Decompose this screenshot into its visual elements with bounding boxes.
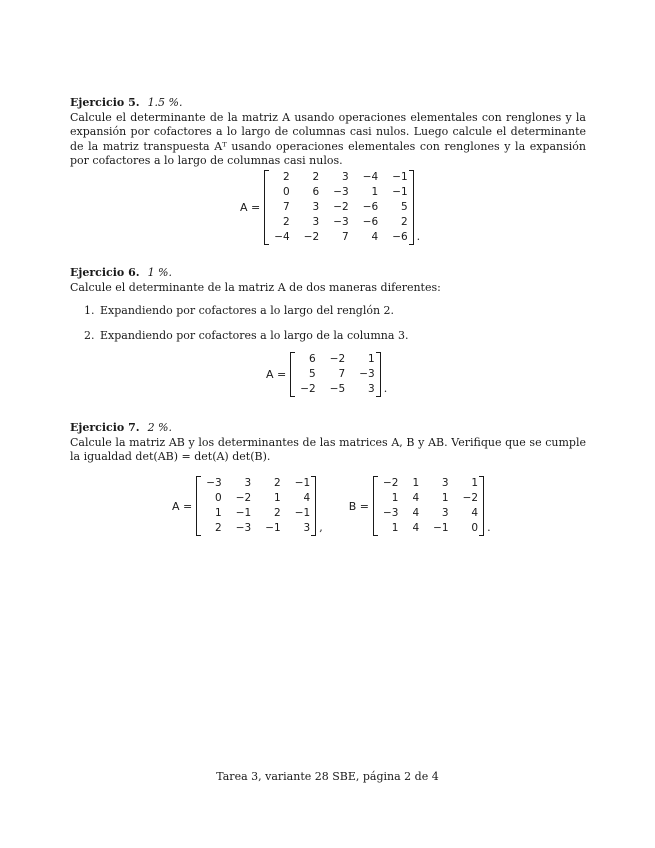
- matrix-cell: 2: [283, 216, 290, 228]
- exercise-5-title: Ejercicio 5.: [70, 96, 140, 109]
- matrix-row: [202, 476, 310, 491]
- matrix-cell: −1: [433, 522, 449, 534]
- exercise-7-weight: 2 %.: [147, 421, 173, 434]
- matrix-cell: 2: [274, 477, 281, 489]
- matrix-cell: 1: [371, 186, 379, 198]
- matrix-cell: 2: [312, 171, 320, 183]
- matrix-cell: −3: [333, 186, 349, 198]
- matrix-row: [296, 367, 374, 382]
- matrix-cell: −2: [333, 201, 349, 213]
- equation-period: .: [383, 382, 388, 395]
- matrix-cell: −3: [333, 216, 349, 228]
- matrix-cell: 0: [215, 492, 222, 504]
- matrix-cell: −3: [235, 522, 252, 534]
- matrix-cell: 3: [368, 383, 375, 395]
- matrix-row: [270, 185, 407, 200]
- page-footer: Tarea 3, variante 28 SBE, página 2 de 4: [216, 770, 439, 783]
- page-content: [70, 96, 586, 464]
- matrix-table: [296, 352, 374, 397]
- matrix-cell: −2: [300, 383, 316, 395]
- matrix-cell: 5: [400, 201, 408, 213]
- matrix-a-bracket: [196, 476, 316, 536]
- exercise-5: [70, 96, 586, 169]
- matrix-a-table: [202, 476, 310, 536]
- matrix-row: [296, 382, 374, 397]
- matrix-row: [202, 521, 310, 536]
- matrix-cell: −6: [392, 231, 408, 243]
- matrix-cell: 1: [412, 477, 420, 489]
- matrix-row: [270, 215, 407, 230]
- matrix-cell: −2: [462, 492, 479, 504]
- matrix-cell: −1: [392, 186, 408, 198]
- matrix-cell: 3: [441, 477, 449, 489]
- exercise-6-equation: [266, 352, 387, 397]
- matrix-row: [202, 491, 310, 506]
- exercise-7: [70, 421, 586, 465]
- matrix-cell: −2: [382, 477, 399, 489]
- exercise-7-equation: [172, 476, 491, 536]
- matrix-cell: −2: [235, 492, 252, 504]
- matrix-cell: −1: [235, 507, 252, 519]
- matrix-bracket: [290, 352, 380, 397]
- matrix-cell: 2: [283, 171, 290, 183]
- list-item: 2. Expandiendo por cofactores a lo largo de la columna 3.: [98, 329, 586, 344]
- matrix-cell: 6: [309, 353, 316, 365]
- matrix-table: [270, 170, 407, 245]
- matrix-label: A =: [266, 368, 287, 381]
- matrix-cell: −2: [329, 353, 346, 365]
- matrix-row: [379, 506, 478, 521]
- matrix-cell: −6: [362, 201, 379, 213]
- matrix-cell: 1: [391, 522, 399, 534]
- matrix-cell: 0: [471, 522, 479, 534]
- matrix-cell: 1: [391, 492, 399, 504]
- matrix-cell: 3: [244, 477, 252, 489]
- matrix-cell: 3: [303, 522, 311, 534]
- equation-period: .: [416, 230, 421, 243]
- matrix-row: [379, 521, 478, 536]
- exercise-6-list: [70, 304, 586, 343]
- exercise-5-heading: [70, 96, 586, 111]
- matrix-cell: 3: [441, 507, 449, 519]
- exercise-6-text: Calcule el determinante de la matriz A de dos maneras diferentes:: [70, 280, 441, 294]
- matrix-cell: 1: [441, 492, 449, 504]
- matrix-cell: −4: [274, 231, 290, 243]
- matrix-cell: −1: [265, 522, 281, 534]
- matrix-cell: −2: [303, 231, 320, 243]
- matrix-cell: −3: [206, 477, 222, 489]
- matrix-cell: 1: [471, 477, 479, 489]
- matrix-row: [379, 476, 478, 491]
- matrix-cell: −1: [294, 477, 311, 489]
- exercise-5-text: Calcule el determinante de la matriz A usando operaciones elementales con renglones y la expansión por cofactores a lo largo de columnas casi nulos. Luego calcule el determinante de la matriz transpuesta Aᵀ usando operaciones elementales con renglones y la expansión por cofactores a lo largo de columnas casi nulos.: [70, 110, 586, 168]
- matrix-cell: 1: [215, 507, 222, 519]
- equation-comma: ,: [319, 521, 323, 534]
- matrix-row: [270, 200, 407, 215]
- matrix-cell: 4: [303, 492, 311, 504]
- matrix-cell: 6: [312, 186, 320, 198]
- matrix-cell: 4: [471, 507, 479, 519]
- matrix-cell: −6: [362, 216, 379, 228]
- matrix-cell: 7: [283, 201, 290, 213]
- exercise-7-text: Calcule la matriz AB y los determinantes de las matrices A, B y AB. Verifique que se cumple la igualdad det(AB) = det(A) det(B).: [70, 435, 586, 464]
- matrix-cell: 2: [215, 522, 222, 534]
- matrix-cell: 3: [312, 216, 320, 228]
- exercise-5-weight: 1.5 %.: [147, 96, 183, 109]
- matrix-row: [379, 491, 478, 506]
- exercise-6-weight: 1 %.: [147, 266, 173, 279]
- matrix-cell: 3: [342, 171, 349, 183]
- matrix-cell: 5: [309, 368, 316, 380]
- exercise-6-heading: [70, 266, 586, 281]
- matrix-row: [296, 352, 374, 367]
- matrix-bracket: [264, 170, 413, 245]
- matrix-b-label: B =: [348, 499, 369, 513]
- matrix-b-bracket: [373, 476, 484, 536]
- exercise-7-title: Ejercicio 7.: [70, 421, 140, 434]
- matrix-cell: 7: [338, 368, 346, 380]
- equation-period: .: [487, 521, 491, 534]
- matrix-cell: 7: [342, 231, 349, 243]
- matrix-cell: 1: [368, 353, 375, 365]
- matrix-cell: −3: [382, 507, 399, 519]
- matrix-label: A =: [240, 201, 261, 214]
- matrix-cell: −4: [362, 171, 379, 183]
- matrix-cell: −1: [294, 507, 311, 519]
- matrix-a-label: A =: [172, 499, 193, 513]
- exercise-5-equation: [240, 170, 420, 245]
- matrix-cell: −1: [392, 171, 408, 183]
- matrix-row: [270, 170, 407, 185]
- matrix-cell: 4: [412, 507, 420, 519]
- matrix-b-table: [379, 476, 478, 536]
- matrix-cell: 0: [283, 186, 290, 198]
- matrix-cell: 4: [371, 231, 379, 243]
- matrix-cell: 1: [274, 492, 281, 504]
- matrix-cell: 4: [412, 522, 420, 534]
- matrix-cell: 4: [412, 492, 420, 504]
- matrix-cell: −3: [359, 368, 375, 380]
- exercise-6: [70, 266, 586, 353]
- list-item: 1. Expandiendo por cofactores a lo largo del renglón 2.: [98, 304, 586, 319]
- matrix-cell: 2: [274, 507, 281, 519]
- exercise-7-heading: [70, 421, 586, 436]
- matrix-cell: 2: [400, 216, 408, 228]
- matrix-cell: −5: [329, 383, 346, 395]
- matrix-cell: 3: [312, 201, 320, 213]
- matrix-row: [202, 506, 310, 521]
- matrix-row: [270, 230, 407, 245]
- exercise-6-title: Ejercicio 6.: [70, 266, 140, 279]
